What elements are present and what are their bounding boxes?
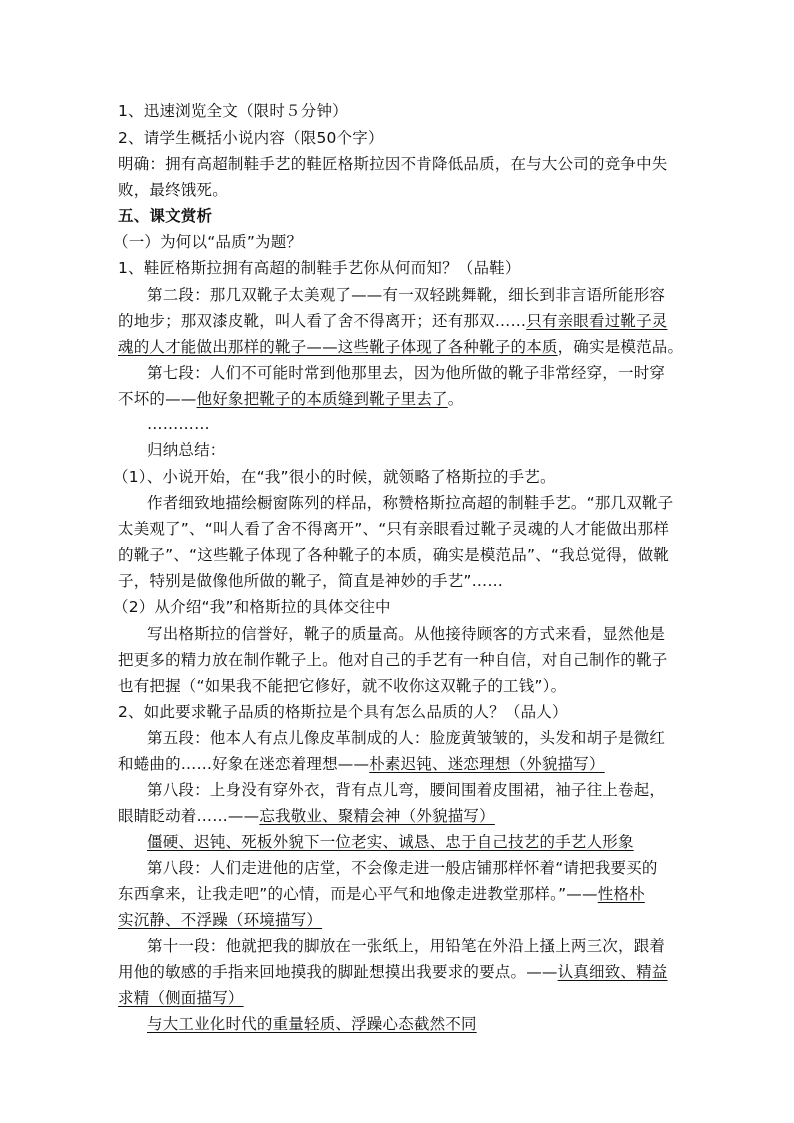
doc-line: 2、如此要求靴子品质的格斯拉是个具有怎么品质的人？（品人） xyxy=(118,703,568,721)
doc-line: 的地步；那双漆皮靴，叫人看了舍不得离开；还有那双……只有亲眼看过靴子灵 xyxy=(118,312,668,330)
doc-line: 第八段：上身没有穿外衣，背有点儿弯，腰间围着皮围裙，袖子往上卷起， xyxy=(147,781,666,799)
doc-line: 2、请学生概括小说内容（限50个字） xyxy=(118,129,384,147)
doc-line: 第二段：那几双靴子太美观了——有一双轻跳舞靴，细长到非言语所能形容 xyxy=(147,286,666,304)
doc-line: 僵硬、迟钝、死板外貌下一位老实、诚恳、忠于自己技艺的手艺人形象 xyxy=(147,833,634,851)
doc-line: 第七段：人们不可能时常到他那里去，因为他所做的靴子非常经穿，一时穿 xyxy=(147,364,666,382)
doc-line: 第十一段：他就把我的脚放在一张纸上，用铅笔在外沿上搔上两三次，跟着 xyxy=(147,937,666,955)
section-heading: 五、课文赏析 xyxy=(118,207,213,225)
doc-line: 东西拿来，让我走吧”的心情，而是心平气和地像走进教堂那样。”——性格朴 xyxy=(118,885,645,903)
doc-line: 败，最终饿死。 xyxy=(118,181,228,199)
doc-line: 1、迅速浏览全文（限时５分钟） xyxy=(118,102,348,120)
doc-line: 第五段：他本人有点儿像皮革制成的人：脸庞黄皱皱的，头发和胡子是微红 xyxy=(147,729,666,747)
doc-line: 写出格斯拉的信誉好，靴子的质量高。从他接待顾客的方式来看，显然他是 xyxy=(147,625,666,643)
doc-line: 魂的人才能做出那样的靴子——这些靴子体现了各种靴子的本质，确实是模范品。 xyxy=(118,338,684,356)
doc-line: 也有把握（“如果我不能把它修好，就不收你这双靴子的工钱”）。 xyxy=(118,677,567,695)
doc-line: 太美观了”、“叫人看了舍不得离开”、“只有亲眼看过靴子灵魂的人才能做出那样 xyxy=(118,520,670,538)
doc-line: 子，特别是做像他所做的靴子，简直是神妙的手艺”…… xyxy=(118,572,504,590)
doc-line: 和蜷曲的……好象在迷恋着理想——朴素迟钝、迷恋理想（外貌描写） xyxy=(118,755,605,773)
doc-line: （1）、小说开始，在“我”很小的时候，就领略了格斯拉的手艺。 xyxy=(113,468,556,486)
doc-line: 用他的敏感的手指来回地摸我的脚趾想摸出我要求的要点。——认真细致、精益 xyxy=(118,963,668,981)
doc-line: 第八段：人们走进他的店堂，不会像走进一般店铺那样怀着“请把我要买的 xyxy=(147,859,658,877)
doc-line: 眼睛眨动着……——忘我敬业、聚精会神（外貌描写） xyxy=(118,807,495,825)
doc-line: 实沉静、不浮躁（环境描写） xyxy=(118,911,323,929)
doc-line: 作者细致地描绘橱窗陈列的样品，称赞格斯拉高超的制鞋手艺。“那几双靴子 xyxy=(147,494,674,512)
doc-line: 把更多的精力放在制作靴子上。他对自己的手艺有一种自信，对自己制作的靴子 xyxy=(118,651,668,669)
doc-line: （一）为何以“品质”为题？ xyxy=(113,233,303,251)
doc-line: ………… xyxy=(147,415,210,433)
doc-line: 归纳总结： xyxy=(147,441,226,459)
doc-line: 求精（侧面描写） xyxy=(118,989,244,1007)
doc-line: 不坏的——他好象把靴子的本质缝到靴子里去了。 xyxy=(118,390,464,408)
doc-line: 的靴子”、“这些靴子体现了各种靴子的本质，确实是模范品”、“我总觉得，做靴 xyxy=(118,546,670,564)
doc-line: 1、鞋匠格斯拉拥有高超的制鞋手艺你从何而知？（品鞋） xyxy=(118,259,521,277)
doc-line: （2）从介绍“我”和格斯拉的具体交往中 xyxy=(113,598,391,616)
doc-line: 明确：拥有高超制鞋手艺的鞋匠格斯拉因不肯降低品质，在与大公司的竞争中失 xyxy=(118,155,668,173)
doc-line: 与大工业化时代的重量轻质、浮躁心态截然不同 xyxy=(147,1015,477,1033)
